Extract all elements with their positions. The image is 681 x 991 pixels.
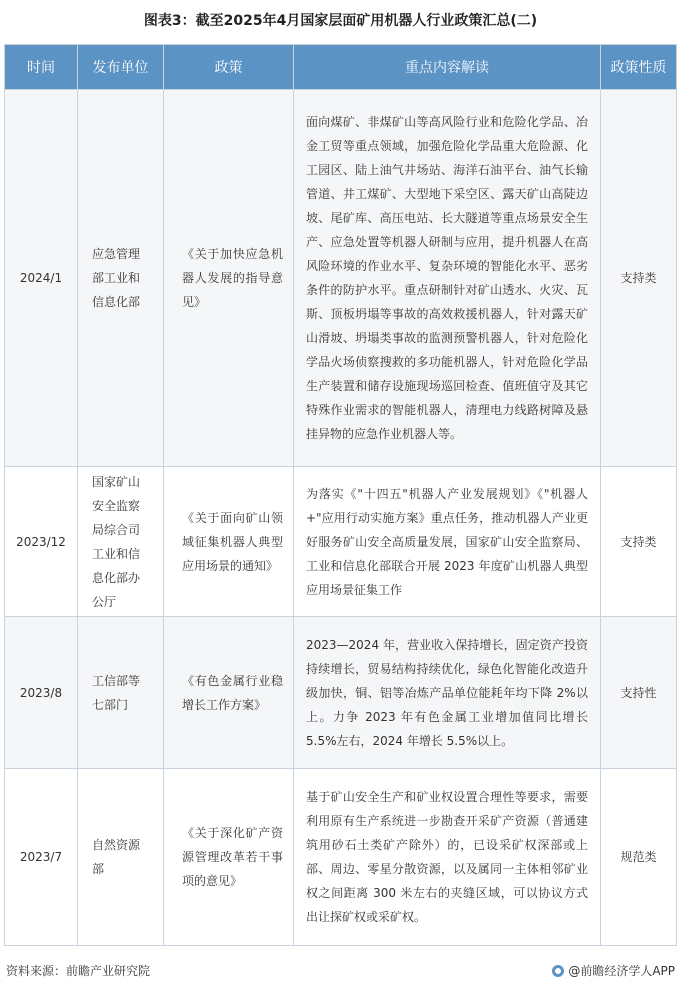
cell-content: 面向煤矿、非煤矿山等高风险行业和危险化学品、冶金工贸等重点领域，加强危险化学品重大危险源、化工园区、陆上油气井场站、海洋石油平台、油气长输管道、井工煤矿、大型地下采空区、露天矿山高陡边坡、尾矿库、高压电站、长大隧道等重点场景安全生产、应急处置等机器人研制与应用，提升机器人在高风险环境的作业水平、复杂环境的智能化水平、恶劣条件的防护水平。重点研制针对矿山透水、火灾、瓦斯、顶板坍塌等事故的高效救援机器人，针对露天矿山滑坡、坍塌类事故的监测预警机器人，针对危险化学品火场侦察搜救的多功能机器人，针对危险化学品生产装置和储存设施现场巡回检查、值班值守及其它特殊作业需求的智能机器人，清理电力线路树障及悬挂异物的应急作业机器人等。 [294,90,601,467]
table-row [5,467,677,617]
cell-content: 基于矿山安全生产和矿业权设置合理性等要求，需要利用原有生产系统进一步勘查开采矿产资源（普通建筑用砂石土类矿产除外）的，已设采矿权深部或上部、周边、零星分散资源，以及属同一主体相邻矿业权之间距离 300 米左右的夹缝区域，可以协议方式出让探矿权或采矿权。 [294,769,601,946]
brand-text: @前瞻经济学人APP [568,964,675,978]
header-policy: 政策 [164,45,294,90]
header-nature: 政策性质 [601,45,677,90]
cell-unit: 自然资源部 [78,769,164,946]
table-row [5,769,677,946]
cell-content: 为落实《"十四五"机器人产业发展规划》《"机器人+"应用行动实施方案》重点任务，推动机器人产业更好服务矿山安全高质量发展，国家矿山安全监察局、工业和信息化部联合开展 2023 年度矿山机器人典型应用场景征集工作 [294,467,601,617]
cell-unit: 国家矿山安全监察局综合司工业和信息化部办公厅 [78,467,164,617]
table-row [5,617,677,769]
page-title: 图表3：截至2025年4月国家层面矿用机器人行业政策汇总(二) [143,13,538,29]
policy-table [4,44,677,946]
cell-policy: 《有色金属行业稳增长工作方案》 [164,617,294,769]
cell-unit: 应急管理部工业和信息化部 [78,90,164,467]
cell-policy: 《关于面向矿山领域征集机器人典型应用场景的通知》 [164,467,294,617]
cell-time: 2023/7 [5,769,78,946]
source-note: 资料来源：前瞻产业研究院 [6,964,151,978]
table-row [5,90,677,467]
cell-nature: 支持类 [601,90,677,467]
cell-policy: 《关于深化矿产资源管理改革若干事项的意见》 [164,769,294,946]
cell-unit: 工信部等七部门 [78,617,164,769]
cell-time: 2024/1 [5,90,78,467]
table-header-row [5,45,677,90]
header-content: 重点内容解读 [294,45,601,90]
cell-content: 2023—2024 年，营业收入保持增长，固定资产投资持续增长，贸易结构持续优化，绿色化智能化改造升级加快，铜、铝等冶炼产品单位能耗年均下降 2%以上。力争 2023 年有色金属工业增加值同比增长 5.5%左右，2024 年增长 5.5%以上。 [294,617,601,769]
cell-policy: 《关于加快应急机器人发展的指导意见》 [164,90,294,467]
header-time: 时间 [5,45,78,90]
header-unit: 发布单位 [78,45,164,90]
brand-credit [552,962,675,979]
cell-nature: 支持类 [601,467,677,617]
cell-nature: 支持性 [601,617,677,769]
qianzhan-logo-icon [552,965,564,977]
cell-time: 2023/8 [5,617,78,769]
cell-time: 2023/12 [5,467,78,617]
cell-nature: 规范类 [601,769,677,946]
